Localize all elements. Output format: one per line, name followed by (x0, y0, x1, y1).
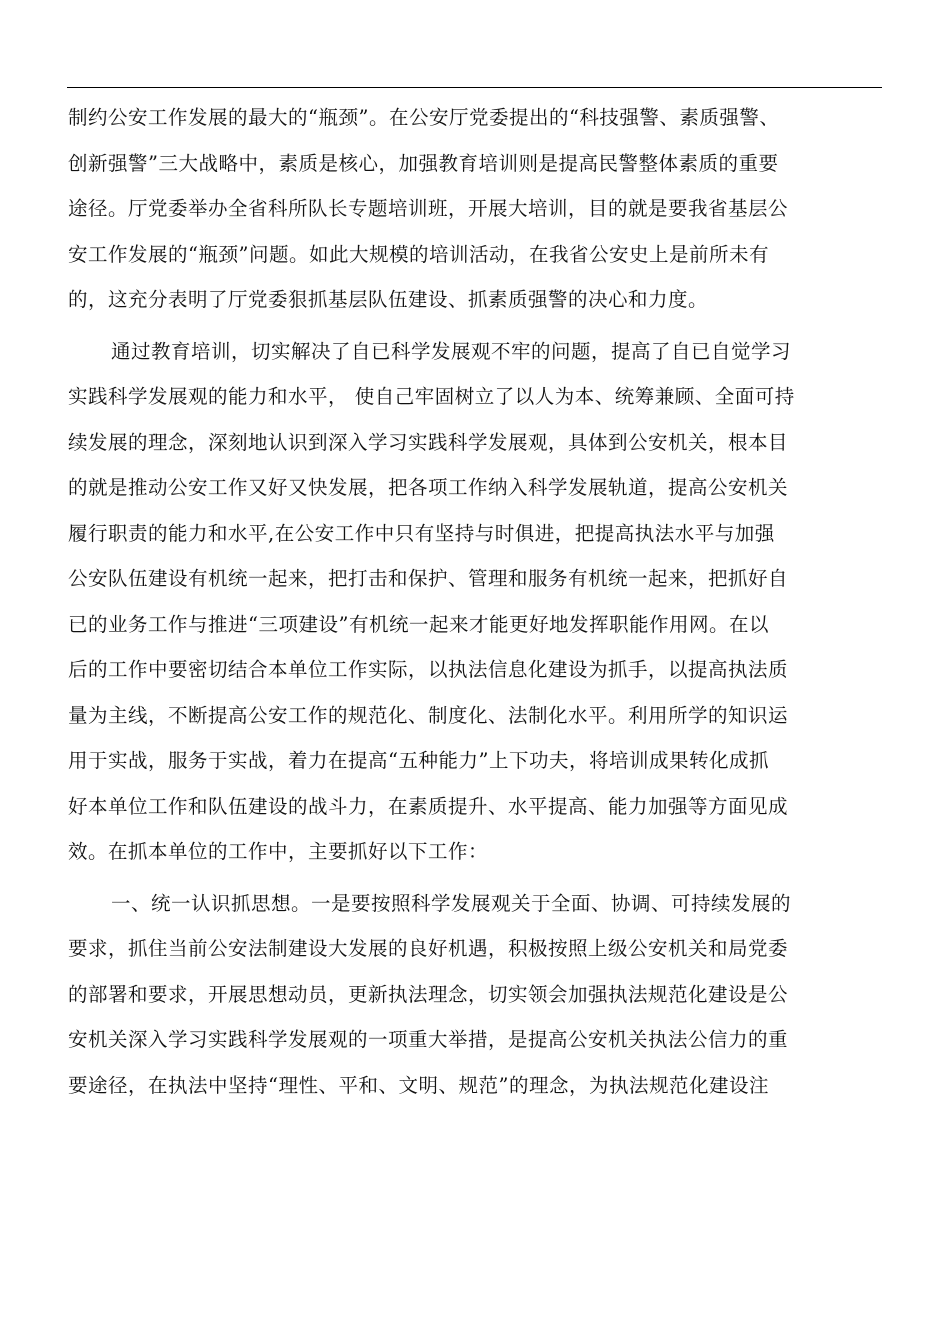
text-line: 续发展的理念，深刻地认识到深入学习实践科学发展观，具体到公安机关，根本目 (68, 430, 789, 454)
paragraph-2 (68, 329, 888, 875)
document-body (68, 95, 888, 1108)
paragraph-3 (68, 881, 888, 1109)
text-line: 量为主线，不断提高公安工作的规范化、制度化、法制化水平。利用所学的知识运 (68, 703, 789, 727)
text-line: 的部署和要求，开展思想动员，更新执法理念，切实领会加强执法规范化建设是公 (68, 982, 789, 1006)
text-line: 安工作发展的“瓶颈”问题。如此大规模的培训活动，在我省公安史上是前所未有 (68, 242, 769, 266)
header-rule (67, 87, 882, 88)
text-line: 效。在抓本单位的工作中，主要抓好以下工作： (68, 840, 489, 863)
text-line: 通过教育培训，切实解决了自已科学发展观不牢的问题，提高了自已自觉学习 (111, 339, 792, 363)
text-line: 安机关深入学习实践科学发展观的一项重大举措，是提高公安机关执法公信力的重 (68, 1028, 789, 1051)
text-line: 的就是推动公安工作又好又快发展，把各项工作纳入科学发展轨道，提高公安机关 (68, 476, 789, 499)
text-line: 途径。厅党委举办全省科所队长专题培训班，开展大培训，目的就是要我省基层公 (68, 197, 789, 220)
text-line: 公安队伍建设有机统一起来，把打击和保护、管理和服务有机统一起来，把抓好自 (68, 567, 789, 590)
text-line: 一、统一认识抓思想。一是要按照科学发展观关于全面、协调、可持续发展的 (111, 891, 792, 915)
paragraph-1 (68, 95, 888, 323)
text-line: 制约公安工作发展的最大的“瓶颈”。在公安厅党委提出的“科技强警、素质强警、 (68, 106, 780, 129)
text-line: 好本单位工作和队伍建设的战斗力，在素质提升、水平提高、能力加强等方面见成 (68, 794, 789, 818)
text-line: 要途径，在执法中坚持“理性、平和、文明、规范”的理念，为执法规范化建设注 (68, 1073, 769, 1097)
text-line: 已的业务工作与推进“三项建设”有机统一起来才能更好地发挥职能作用网。在以 (68, 612, 769, 636)
text-line: 实践科学发展观的能力和水平， 使自己牢固树立了以人为本、统筹兼顾、全面可持 (68, 385, 795, 408)
text-line: 后的工作中要密切结合本单位工作实际，以执法信息化建设为抓手，以提高执法质 (68, 658, 789, 681)
text-line: 要求，抓住当前公安法制建设大发展的良好机遇，积极按照上级公安机关和局党委 (68, 937, 789, 960)
text-line: 创新强警”三大战略中，素质是核心，加强教育培训则是提高民警整体素质的重要 (68, 151, 779, 175)
text-line: 用于实战，服务于实战，着力在提高“五种能力”上下功夫，将培训成果转化成抓 (68, 749, 769, 772)
text-line: 的，这充分表明了厅党委狠抓基层队伍建设、抓素质强警的决心和力度。 (68, 288, 709, 311)
text-line: 履行职责的能力和水平,在公安工作中只有坚持与时俱进，把提高执法水平与加强 (68, 521, 775, 545)
